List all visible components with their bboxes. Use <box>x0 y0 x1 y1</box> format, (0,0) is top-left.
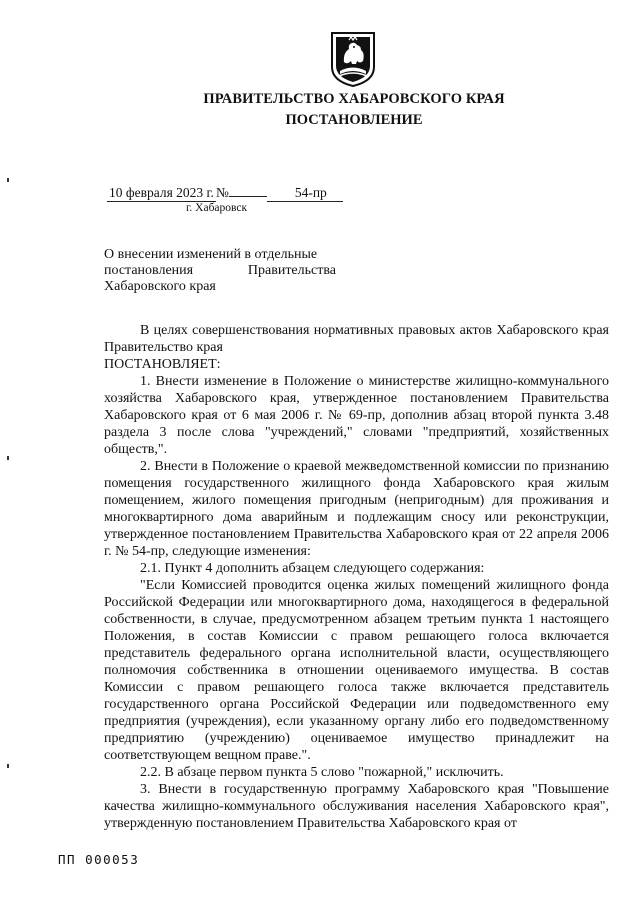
paragraph-2: 2. Внести в Положение о краевой межведомственной комиссии по признанию помещения государственного жилищного фонда Хабаровского края жилым помещением, жилого помещения пригодным (непригодным) для проживания и многоквартирного дома аварийным и подлежащим сносу или реконструкции, утвержденное постановлением Правительства Хабаровского края от 22 апреля 2006 г. № 54-пр, следующие изменения: <box>104 459 609 559</box>
coat-of-arms-icon <box>330 31 376 87</box>
date-number-line <box>107 185 343 202</box>
organization-title: ПРАВИТЕЛЬСТВО ХАБАРОВСКОГО КРАЯ <box>203 91 505 107</box>
subject-line-2a: постановления <box>104 263 194 278</box>
intro-paragraph: В целях совершенствования нормативных правовых актов Хабаровского края Правительство края <box>104 323 609 355</box>
footer-form-code: ПП 000053 <box>58 852 140 867</box>
scan-mark <box>7 764 9 768</box>
subject-line-2 <box>104 263 336 279</box>
paragraph-2-1-quote: "Если Комиссией проводится оценка жилых помещений жилищного фонда Российской Федерации или многоквартирного дома, находящегося в федеральной собственности, в случае, предусмотренном абзацем третьим пункта 1 настоящего Положения, в состав Комиссии с правом решающего голоса включается представитель федерального органа исполнительной власти, осуществляющего полномочия собственника в отношении оцениваемого имущества. В состав Комиссии с правом решающего голоса также включается представитель государственного органа Российской Федерации или подведомственного ему предприятия (учреждения), если указанному органу либо его подведомственному предприятию (учреждению) оцениваемое имущество принадлежит на соответствующем вещном праве.". <box>104 578 609 763</box>
paragraph-1: 1. Внести изменение в Положение о министерстве жилищно-коммунального хозяйства Хабаровского края, утвержденное постановлением Правительства Хабаровского края от 6 мая 2006 г. № 69-пр, дополнив абзац второй пункта 3.48 раздела 3 после слова "учреждений," словами "предприятий, хозяйственных обществ,". <box>104 374 609 457</box>
subject-line-1: О внесении изменений в отдельные <box>104 247 318 262</box>
document-city: г. Хабаровск <box>186 202 248 214</box>
document-type-title: ПОСТАНОВЛЕНИЕ <box>285 112 423 128</box>
document-date: 10 февраля 2023 г. <box>109 185 214 200</box>
document-number: 54-пр <box>267 185 343 202</box>
document-subject <box>104 247 336 295</box>
paragraph-3: 3. Внести в государственную программу Хабаровского края "Повышение качества жилищно-коммунального обслуживания населения Хабаровского края", утвержденную постановлением Правительства Хабаровского края от <box>104 782 609 831</box>
subject-line-3: Хабаровского края <box>104 279 216 294</box>
paragraph-2-2: 2.2. В абзаце первом пункта 5 слово "пожарной," исключить. <box>140 765 504 780</box>
document-body <box>104 322 609 832</box>
decree-word: ПОСТАНОВЛЯЕТ: <box>104 357 221 372</box>
number-underline <box>229 196 267 197</box>
scan-mark <box>7 456 9 460</box>
paragraph-2-1: 2.1. Пункт 4 дополнить абзацем следующего содержания: <box>140 561 485 576</box>
subject-line-2b: Правительства <box>247 263 336 278</box>
number-sign: № <box>215 185 229 200</box>
scan-mark <box>7 178 9 182</box>
